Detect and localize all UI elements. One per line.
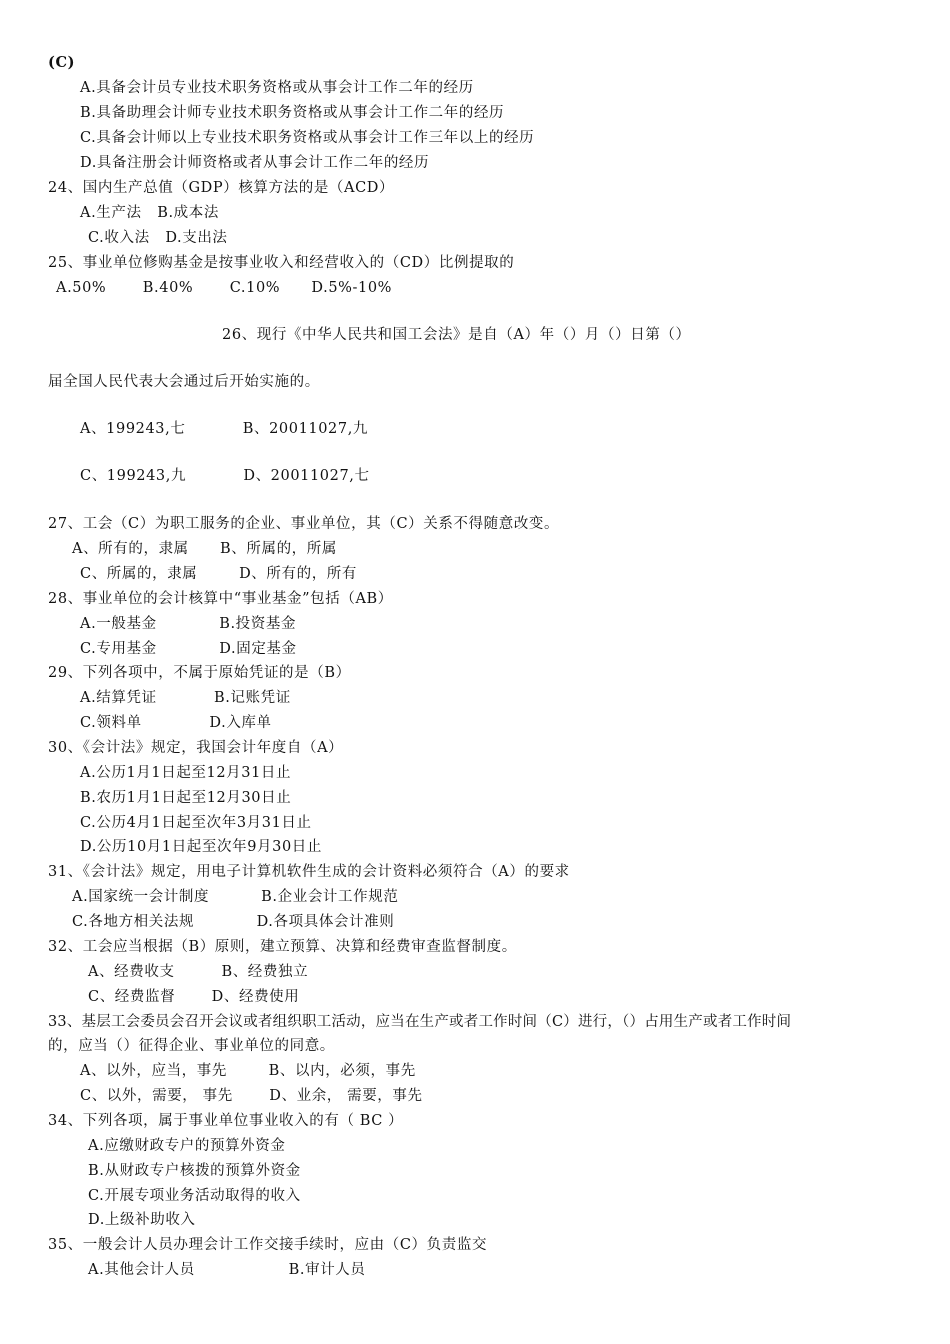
text-line: A、199243,七 B、20011027,九	[80, 421, 368, 437]
text-line: A.生产法 B.成本法	[80, 205, 219, 221]
text-line: 30、《会计法》规定，我国会计年度自（A）	[48, 740, 344, 756]
text-line: 28、事业单位的会计核算中“事业基金”包括（AB）	[48, 591, 393, 607]
text-line: 的，应当（）征得企业、事业单位的同意。	[48, 1038, 335, 1054]
text-line: C、以外，需要， 事先 D、业余， 需要，事先	[80, 1088, 423, 1104]
text-line: A.应缴财政专户的预算外资金	[88, 1138, 286, 1154]
text-line: C、199243,九 D、20011027,七	[80, 468, 370, 484]
text-line: A.50% B.40% C.10% D.5%-10%	[56, 280, 393, 296]
text-line: 34、下列各项，属于事业单位事业收入的有（ BC ）	[48, 1113, 404, 1129]
text-line: D.上级补助收入	[88, 1212, 196, 1228]
text-line: A.公历1月1日起至12月31日止	[80, 765, 292, 781]
text-line: B.从财政专户核拨的预算外资金	[88, 1163, 301, 1179]
text-line: 26、现行《中华人民共和国工会法》是自（A）年（）月（）日第（）	[222, 327, 691, 343]
text-line: C、所属的，隶属 D、所有的，所有	[80, 566, 357, 582]
text-line: A、以外，应当，事先 B、以内，必须，事先	[80, 1063, 416, 1079]
text-line: B.农历1月1日起至12月30日止	[80, 790, 292, 806]
text-line: 届全国人民代表大会通过后开始实施的。	[48, 374, 320, 390]
text-line: 31、《会计法》规定，用电子计算机软件生成的会计资料必须符合（A）的要求	[48, 864, 570, 880]
text-line: (C)	[48, 54, 76, 71]
text-line: A、所有的，隶属 B、所属的，所属	[72, 541, 337, 557]
text-line: A.国家统一会计制度 B.企业会计工作规范	[72, 889, 399, 905]
text-line: 25、事业单位修购基金是按事业收入和经营收入的（CD）比例提取的	[48, 255, 515, 271]
text-line: C.公历4月1日起至次年3月31日止	[80, 815, 312, 831]
text-line: C.收入法 D.支出法	[88, 230, 228, 246]
text-line: A.其他会计人员 B.审计人员	[88, 1262, 366, 1278]
text-line: C.具备会计师以上专业技术职务资格或从事会计工作三年以上的经历	[80, 130, 535, 146]
text-line: C、经费监督 D、经费使用	[88, 989, 300, 1005]
text-line: 33、基层工会委员会召开会议或者组织职工活动，应当在生产或者工作时间（C）进行，（）占用生产或者工作时间	[48, 1014, 792, 1030]
text-line: A.具备会计员专业技术职务资格或从事会计工作二年的经历	[80, 80, 474, 96]
text-line: C.专用基金 D.固定基金	[80, 641, 297, 657]
text-line: C.领料单 D.入库单	[80, 715, 272, 731]
text-line: 24、国内生产总值（GDP）核算方法的是（ACD）	[48, 180, 395, 196]
text-line: D.具备注册会计师资格或者从事会计工作二年的经历	[80, 155, 430, 171]
text-line: C.开展专项业务活动取得的收入	[88, 1188, 301, 1204]
text-line: A.一般基金 B.投资基金	[80, 616, 297, 632]
text-line: A.结算凭证 B.记账凭证	[80, 690, 291, 706]
text-line: 27、工会（C）为职工服务的企业、事业单位，其（C）关系不得随意改变。	[48, 516, 560, 532]
text-line: 29、下列各项中，不属于原始凭证的是（B）	[48, 665, 351, 681]
text-line: 32、工会应当根据（B）原则，建立预算、决算和经费审查监督制度。	[48, 939, 517, 955]
text-line: C.各地方相关法规 D.各项具体会计准则	[72, 914, 395, 930]
text-line: D.公历10月1日起至次年9月30日止	[80, 839, 322, 855]
text-line: B.具备助理会计师专业技术职务资格或从事会计工作二年的经历	[80, 105, 505, 121]
text-line: A、经费收支 B、经费独立	[88, 964, 309, 980]
text-line: 35、一般会计人员办理会计工作交接手续时，应由（C）负责监交	[48, 1237, 488, 1253]
